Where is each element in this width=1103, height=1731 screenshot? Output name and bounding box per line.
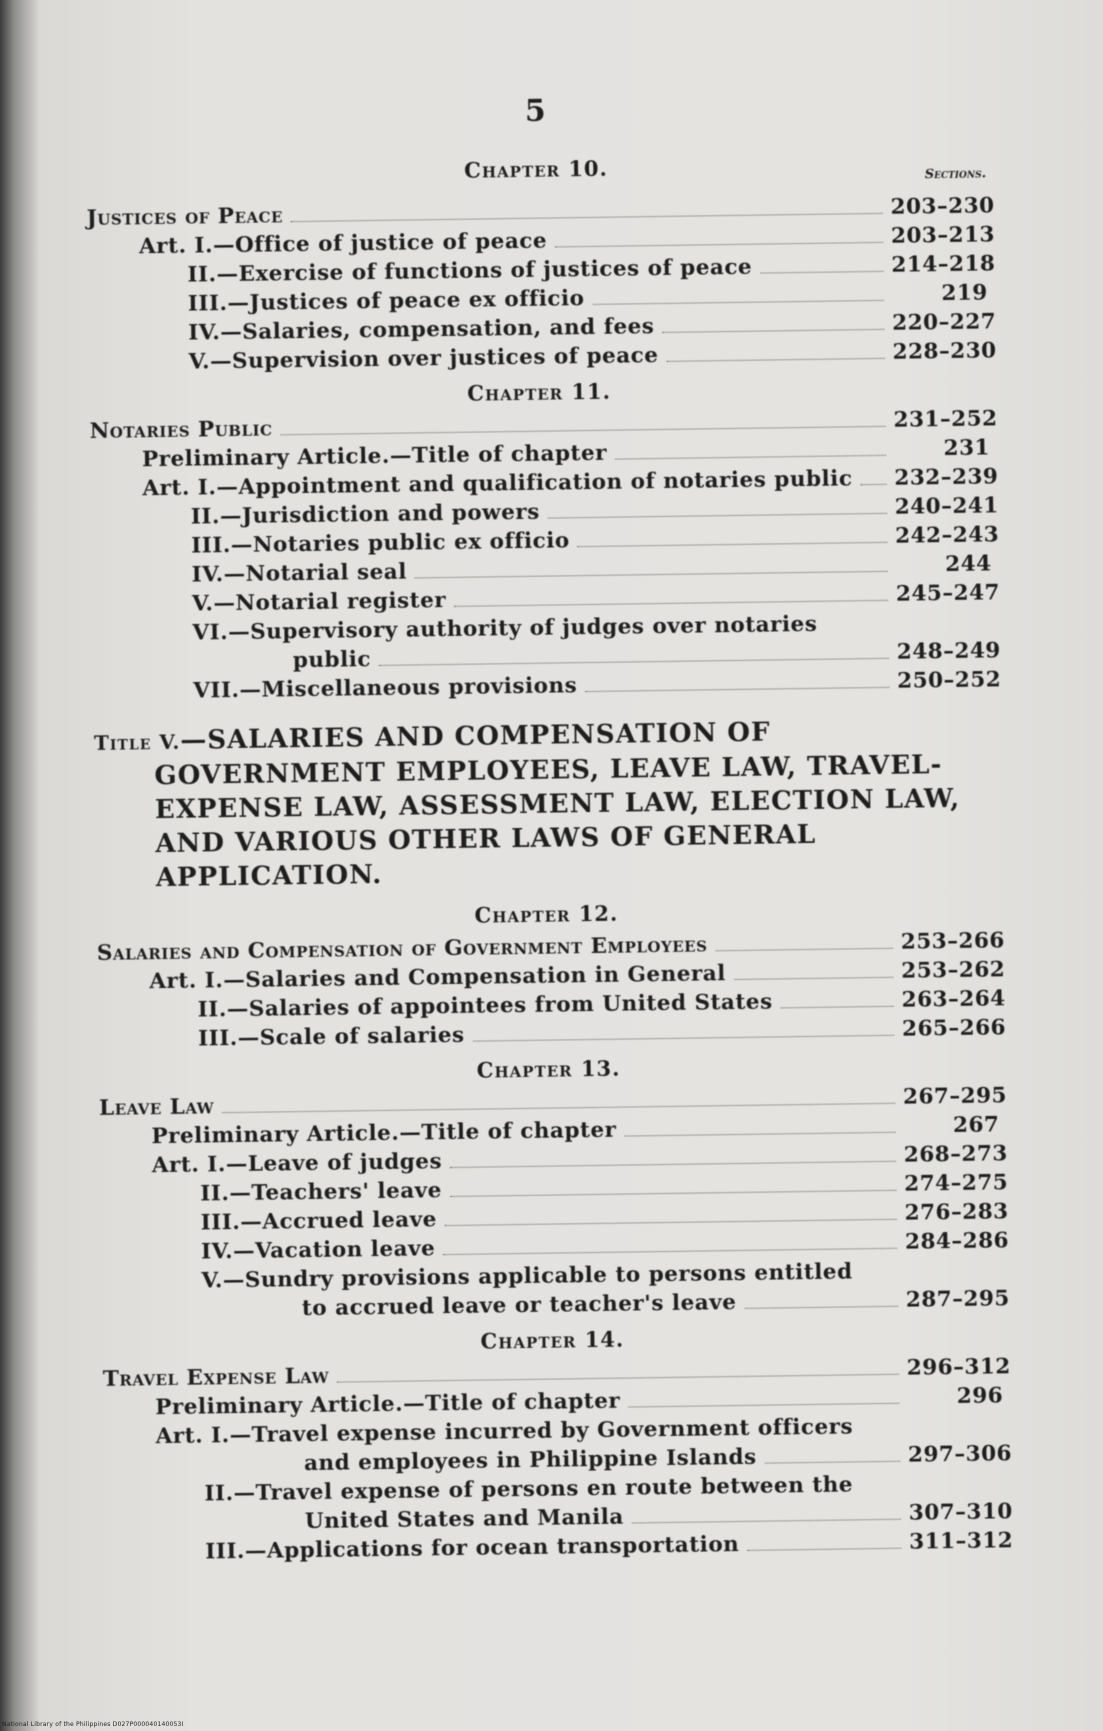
chapter-13 [98,1050,1011,1326]
chapter-heading: Chapter 11. [467,378,612,406]
toc-entry-label: Art. I.—Leave of judges [151,1149,443,1179]
sections-heading: Sections. [924,166,987,183]
toc-entry-sections: 231 [943,435,991,462]
toc-entry-sections: 311–312 [909,1528,1014,1555]
leader-dots [715,948,892,951]
toc-entry-label: III.—Notaries public ex officio [191,528,570,559]
leader-dots [548,513,887,519]
toc-entry-sections: 240–241 [894,493,999,520]
scan-footer: National Library of the Philippines D027P000040140053I [2,1721,184,1728]
toc-entry-label: United States and Manila [304,1504,624,1535]
toc-entry-label: II.—Jurisdiction and powers [190,499,540,530]
chapter-10 [86,150,997,378]
leader-dots [415,571,888,579]
chapter-heading: Chapter 10. [463,155,609,183]
toc-entry-sections: 203–213 [890,222,996,249]
leader-dots [662,329,884,333]
toc-entry-sections: 296–312 [906,1354,1011,1381]
toc-entry-sections: 228–230 [892,338,997,365]
chapter-heading: Chapter 14. [480,1326,625,1354]
toc-entry-label: Art. I.—Appointment and qualification of notaries public [142,466,853,502]
leader-dots [628,1403,899,1408]
leader-dots [222,1103,895,1113]
leader-dots [592,300,883,305]
toc-entry-label: Art. I.—Salaries and Compensation in General [149,961,726,995]
leader-dots [281,426,886,435]
toc-entry-label: Justices of Peace [86,203,284,231]
leader-dots [291,213,883,222]
leader-dots [765,1461,900,1464]
toc-entry-label: II.—Travel expense of persons en route between the [204,1472,854,1507]
toc-entry-sections: 307–310 [908,1499,1013,1526]
toc-entry-label: Art. I.—Travel expense incurred by Government officers [155,1414,854,1450]
toc-entry-label: VII.—Miscellaneous provisions [193,673,578,704]
toc-entry-sections: 263–264 [901,986,1006,1013]
toc-entry-label: III.—Scale of salaries [197,1022,465,1052]
leader-dots [781,1006,894,1009]
toc-entry-label: II.—Exercise of functions of justices of peace [187,254,753,288]
toc-entry-sections: 253–262 [901,957,1006,984]
toc-entry-sections: 242–243 [894,522,1000,549]
chapter-14 [102,1321,1014,1568]
chapter-11 [89,373,1002,707]
toc-entry-sections: 287–295 [905,1286,1011,1313]
toc-entry-sections: 244 [945,551,992,578]
toc-entry-label: to accrued leave or teacher's leave [301,1290,737,1322]
leader-dots [443,1248,897,1255]
toc-entry-sections: 267 [952,1112,1000,1138]
leader-dots [450,1161,896,1168]
toc-entry-sections: 265–266 [901,1015,1007,1042]
toc-entry-label: Notaries Public [89,416,273,444]
leader-dots [578,542,887,547]
toc-entry-label: III.—Applications for ocean transportation [205,1532,740,1565]
toc-content [85,87,1014,1575]
page-number: 5 [524,93,546,129]
toc-entry-label: Travel Expense Law [102,1363,330,1392]
leader-dots [379,658,889,666]
toc-entry-sections: 248–249 [896,638,1001,665]
toc-entry-sections: 245–247 [895,580,1001,607]
toc-entry-label: III.—Accrued leave [200,1207,437,1236]
leader-dots [632,1519,901,1524]
toc-entry-sections: 231–252 [893,406,998,433]
toc-entry-label: public [292,647,372,674]
toc-entry-sections: 268–273 [903,1141,1008,1168]
toc-entry-label: IV.—Vacation leave [200,1236,436,1265]
title-text: —SALARIES AND COMPENSATION OF GOVERNMENT EMPLOYEES, LEAVE LAW, TRAVEL-EXPENSE LAW, ASSESSMENT LAW, ELECTION LAW, AND VARIOUS OTHER LAWS OF GENERAL APPLICATION. [154,717,961,894]
toc-entry-label: II.—Teachers' leave [200,1178,443,1207]
toc-entry-label: Preliminary Article.—Title of chapter [155,1388,621,1421]
toc-entry-label: V.—Supervision over justices of peace [188,343,659,375]
toc-entry-label: Preliminary Article.—Title of chapter [151,1117,617,1150]
leader-dots [454,600,888,607]
toc-entry-sections: 284–286 [904,1228,1010,1255]
toc-entry-label: V.—Notarial register [191,588,447,617]
toc-entry-sections: 232–239 [894,464,999,491]
chapter-heading: Chapter 13. [476,1055,621,1083]
leader-dots [473,1035,894,1042]
toc-entry-label: IV.—Notarial seal [191,559,408,588]
toc-entry-sections: 220–227 [892,309,997,336]
chapter-12 [96,895,1007,1055]
leader-dots [615,455,886,460]
toc-entry-sections: 276–283 [904,1199,1009,1226]
title-prefix: Title V. [93,729,181,755]
toc-entry-label: II.—Salaries of appointees from United States [197,989,773,1023]
toc-entry-sections: 267–295 [902,1083,1008,1110]
toc-entry-label: Art. I.—Office of justice of peace [138,228,548,260]
chapter-heading: Chapter 12. [474,900,619,928]
leader-dots [337,1374,899,1383]
leader-dots [555,242,883,248]
toc-entry-label: Preliminary Article.—Title of chapter [141,440,608,473]
toc-entry-label: IV.—Salaries, compensation, and fees [188,314,655,346]
toc-entry-label: III.—Justices of peace ex officio [187,286,585,317]
toc-entry-sections: 203–230 [890,193,995,220]
toc-entry-label: Salaries and Compensation of Government Employees [96,932,708,966]
toc-entry-sections: 219 [941,280,988,307]
leader-dots [734,977,893,980]
leader-dots [585,687,889,692]
leader-dots [624,1132,895,1137]
title-v-heading [94,712,996,896]
leader-dots [760,271,883,274]
toc-entry-label: VI.—Supervisory authority of judges over notaries [192,611,818,646]
toc-entry-label: Leave Law [98,1094,215,1121]
leader-dots [666,358,884,362]
toc-entry-sections: 253–266 [900,928,1006,955]
leader-dots [450,1190,896,1197]
toc-entry-sections: 214–218 [891,251,996,278]
toc-entry-sections: 296 [956,1383,1004,1409]
toc-entry-sections: 274–275 [904,1170,1009,1197]
leader-dots [744,1306,897,1309]
leader-dots [445,1219,897,1226]
leader-dots [861,484,887,485]
toc-entry-sections: 297–306 [907,1441,1013,1468]
leader-dots [747,1548,901,1551]
toc-entry-label: V.—Sundry provisions applicable to persons entitled [201,1259,853,1294]
toc-entry-sections: 250–252 [897,667,1002,694]
toc-entry-label: and employees in Philippine Islands [303,1444,757,1477]
